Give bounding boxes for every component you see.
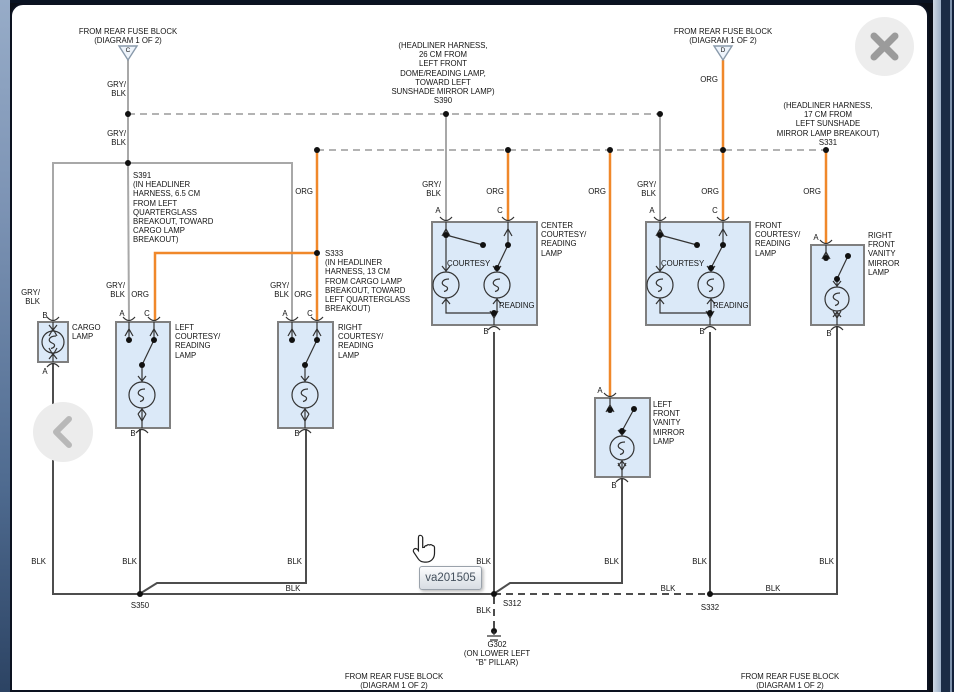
feed-top-right-title: FROM REAR FUSE BLOCK (DIAGRAM 1 OF 2) [673,27,773,46]
cargo-lamp-label: CARGO LAMP [72,323,101,342]
pin-b-rvanity: B [826,329,832,338]
wire-gryblk-front: GRY/ BLK [637,180,656,199]
previous-button[interactable] [33,402,93,462]
pin-a-right: A [282,309,288,318]
splice-s333-note: S333 (IN HEADLINER HARNESS, 13 CM FROM CARGO LAMP BREAKOUT, TOWARD LEFT QUARTERGLASS BREAKOUT) [325,249,411,314]
wire-org-right: ORG [294,290,312,299]
courtesy-center: COURTESY [447,259,491,268]
wire-gryblk-center: GRY/ BLK [422,180,441,199]
wire-org-center: ORG [486,187,504,196]
left-lamp-label: LEFT COURTESY/ READING LAMP [175,323,221,360]
reading-front: READING [713,301,749,310]
pin-c-center: C [497,206,503,215]
wire-gryblk-top-1: GRY/ BLK [107,80,126,99]
reading-center: READING [499,301,535,310]
pin-b-cargo: B [42,311,48,320]
feed-bottom-right-title: FROM REAR FUSE BLOCK (DIAGRAM 1 OF 2) [740,672,840,691]
splice-s331-note: (HEADLINER HARNESS, 17 CM FROM LEFT SUNSHADE MIRROR LAMP BREAKOUT) S331 [776,101,880,147]
pin-a-rvanity: A [813,233,819,242]
close-icon [855,17,914,76]
wire-blk-rail-dashed: BLK [660,584,676,593]
right-lamp-label: RIGHT COURTESY/ READING LAMP [338,323,384,360]
center-lamp-label: CENTER COURTESY/ READING LAMP [541,221,587,258]
wire-gryblk-top-2: GRY/ BLK [107,129,126,148]
wire-blk-cargo: BLK [31,557,46,566]
wire-blk-right: BLK [287,557,302,566]
pin-a-cargo: A [42,367,48,376]
wire-org-left: ORG [131,290,149,299]
splice-s391-note: S391 (IN HEADLINER HARNESS, 6.5 CM FROM LEFT QUARTERGLASS BREAKOUT, TOWARD CARGO LAMP BREAKOUT) [133,171,214,245]
close-button[interactable] [855,17,914,76]
pin-c-right: C [307,309,313,318]
courtesy-front: COURTESY [661,259,705,268]
chevron-left-icon [33,402,93,462]
splice-s332: S332 [700,603,720,612]
wire-blk-rail-right: BLK [765,584,781,593]
wire-org-s333: ORG [295,187,313,196]
wire-blk-rvanity: BLK [819,557,834,566]
rvanity-lamp-label: RIGHT FRONT VANITY MIRROR LAMP [868,231,900,277]
wire-blk-left: BLK [122,557,137,566]
wire-blk-ground: BLK [476,606,491,615]
wire-org-lvanity: ORG [588,187,606,196]
hand-cursor-icon [411,534,438,567]
pin-a-left: A [119,309,125,318]
pin-b-right: B [294,429,300,438]
feed-bottom-center-title: FROM REAR FUSE BLOCK (DIAGRAM 1 OF 2) [344,672,444,691]
tooltip: va201505 [419,566,482,590]
pin-b-lvanity: B [611,481,617,490]
connector-triangles [119,46,732,60]
pin-a-center: A [435,206,441,215]
wire-blk-center: BLK [476,557,491,566]
wire-gryblk-right: GRY/ BLK [270,281,289,300]
ground-g302-note: G302 (ON LOWER LEFT "B" PILLAR) [463,640,531,668]
wire-blk-rail-left: BLK [285,584,301,593]
wire-gryblk-left: GRY/ BLK [106,281,125,300]
pin-b-left: B [130,429,136,438]
front-lamp-label: FRONT COURTESY/ READING LAMP [755,221,801,258]
ground-symbol [487,631,501,640]
pin-b-front: B [699,327,705,336]
wire-org-top-right: ORG [700,75,718,84]
wire-blk-lvanity: BLK [604,557,619,566]
junction-dots [125,111,851,634]
pin-c-front: C [712,206,718,215]
lvanity-lamp-label: LEFT FRONT VANITY MIRROR LAMP [653,400,685,446]
wire-gryblk-cargo: GRY/ BLK [21,288,40,307]
pin-c-left: C [144,309,150,318]
lamp-boxes [38,222,864,477]
wire-blk-front: BLK [692,557,707,566]
splice-s390-note: (HEADLINER HARNESS, 26 CM FROM LEFT FRONT DOME/READING LAMP, TOWARD LEFT SUNSHADE MIRROR LAMP) S390 [391,41,495,106]
connector-c-letter: C [125,47,131,54]
feed-top-left-title: FROM REAR FUSE BLOCK (DIAGRAM 1 OF 2) [78,27,178,46]
pin-a-front: A [649,206,655,215]
wire-org-front: ORG [701,187,719,196]
wire-org-rvanity: ORG [803,187,821,196]
pin-b-center: B [483,327,489,336]
splice-s312: S312 [503,599,522,608]
splice-s350: S350 [130,601,150,610]
connector-d-letter: D [720,47,726,54]
pin-a-lvanity: A [597,386,603,395]
